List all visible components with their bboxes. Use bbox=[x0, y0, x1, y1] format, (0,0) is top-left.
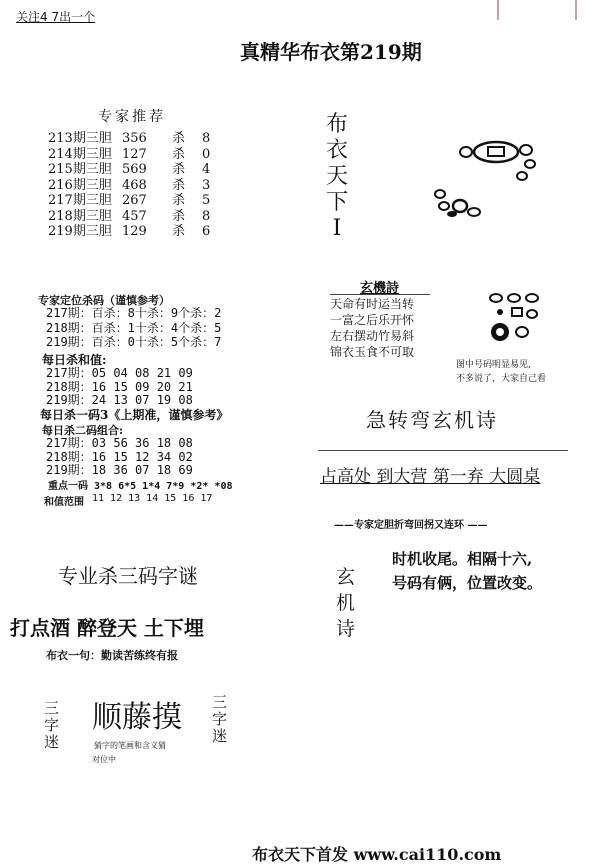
table-cell: 杀 bbox=[172, 193, 186, 208]
table-row: 219期：18 36 07 18 69 bbox=[46, 463, 193, 477]
table-cell: 127 bbox=[122, 146, 147, 162]
table-cell: 杀 bbox=[172, 146, 186, 162]
table-cell: 569 bbox=[122, 162, 147, 177]
poem-line: 天命有时运当转 bbox=[330, 297, 415, 311]
buyi-char: 衣 bbox=[326, 138, 349, 163]
divider bbox=[330, 294, 430, 295]
poem-line: 一富之后乐开怀 bbox=[330, 313, 415, 327]
table-cell: 218期三胆 bbox=[48, 208, 112, 224]
table-cell: 杀 bbox=[172, 162, 186, 177]
jizhuan-line: 占高处 到大营 第一弃 大圆桌 bbox=[320, 467, 541, 487]
daily-one-heading: 每日杀一码3《上期准，谨慎参考》 bbox=[40, 408, 229, 422]
table-cell: 8 bbox=[202, 208, 211, 224]
riddle-heading: 专业杀三码字谜 bbox=[58, 564, 198, 588]
table-cell: 129 bbox=[122, 224, 147, 239]
sum-range-label: 和值范围 bbox=[44, 497, 84, 508]
poem-caption-2: 不多说了，大家自己看 bbox=[456, 374, 547, 384]
table-cell: 213期三胆 bbox=[48, 131, 112, 146]
table-row: 218期：16 15 09 20 21 bbox=[46, 379, 193, 394]
table-cell: 8 bbox=[202, 131, 211, 146]
table-cell: 4 bbox=[202, 162, 211, 177]
riddle-right-char: 三 bbox=[212, 693, 228, 711]
table-cell: 杀 bbox=[172, 131, 186, 146]
expert-riddle-char: 诗 bbox=[336, 618, 356, 640]
table-cell: 6 bbox=[202, 224, 211, 239]
expert-riddle-line-1: 时机收尾。相隔十六, bbox=[392, 550, 533, 568]
riddle-line: 打点酒 醉登天 土下埋 bbox=[10, 616, 204, 640]
sum-range-values: 11 12 13 14 15 16 17 bbox=[92, 493, 213, 504]
table-cell: 267 bbox=[122, 193, 147, 208]
table-cell: 217期三胆 bbox=[48, 193, 112, 208]
buyi-char: 布 bbox=[326, 112, 349, 137]
buyi-char: 下 bbox=[326, 190, 349, 215]
riddle-note-1: 猜字的笔画和含义猜 bbox=[94, 741, 166, 750]
corner-mark bbox=[575, 0, 577, 20]
position-kill-heading: 专家定位杀码（谨慎参考） bbox=[38, 294, 170, 307]
table-cell: 356 bbox=[122, 131, 147, 146]
table-cell: 468 bbox=[122, 177, 147, 193]
expert-riddle-char: 玄 bbox=[336, 566, 356, 588]
table-cell: 杀 bbox=[172, 208, 186, 224]
xuanji-heading: 玄機詩 bbox=[360, 281, 400, 296]
table-cell: 5 bbox=[202, 193, 211, 208]
table-cell: 3 bbox=[202, 177, 211, 193]
table-cell: 0 bbox=[202, 146, 211, 162]
riddle-saying: 布衣一句：勤读苦练终有报 bbox=[46, 649, 178, 662]
top-note: 关注4 7出一个 bbox=[16, 10, 96, 24]
riddle-left-char: 字 bbox=[44, 716, 60, 734]
buyi-char: 天 bbox=[326, 164, 349, 189]
riddle-right-char: 字 bbox=[212, 710, 228, 728]
table-row: 218期：百杀：1十杀：4个杀：5 bbox=[46, 320, 222, 335]
buyi-roman: I bbox=[332, 216, 342, 241]
table-row: 217期：百杀：8十杀：9个杀：2 bbox=[46, 306, 222, 320]
daily-sum-heading: 每日杀和值: bbox=[42, 353, 107, 367]
puzzle-drawing bbox=[418, 128, 558, 228]
corner-mark bbox=[497, 0, 499, 20]
buyi-vertical bbox=[326, 112, 348, 242]
riddle-right-vertical bbox=[212, 694, 227, 745]
poem-drawing bbox=[486, 290, 546, 348]
table-cell: 215期三胆 bbox=[48, 162, 112, 177]
expert-riddle-banner: ——专家定胆折弯回拐又连环 —— bbox=[334, 520, 488, 531]
daily-two-heading: 每日杀二码组合: bbox=[42, 424, 124, 437]
table-row: 217期：05 04 08 21 09 bbox=[46, 366, 193, 380]
riddle-note-2: 对位中 bbox=[92, 755, 116, 764]
poem-caption-1: 图中号码明显易见, bbox=[456, 360, 531, 370]
poem-line: 锦衣玉食不可取 bbox=[330, 345, 415, 359]
table-cell: 216期三胆 bbox=[48, 177, 112, 193]
table-row: 219期：24 13 07 19 08 bbox=[46, 393, 193, 407]
table-row: 218期：16 15 12 34 02 bbox=[46, 449, 193, 464]
riddle-left-char: 迷 bbox=[44, 733, 60, 751]
footer-text: 布衣天下首发 www.cai110.com bbox=[252, 845, 502, 864]
table-cell: 杀 bbox=[172, 224, 186, 239]
riddle-left-vertical bbox=[44, 700, 59, 751]
riddle-big-text: 顺藤摸 bbox=[92, 700, 182, 735]
page-title: 真精华布衣第219期 bbox=[240, 40, 422, 64]
jizhuan-heading: 急转弯玄机诗 bbox=[366, 408, 498, 432]
poem-line: 左右摆动竹易斜 bbox=[330, 329, 415, 343]
riddle-right-char: 迷 bbox=[212, 727, 228, 745]
table-row: 217期：03 56 36 18 08 bbox=[46, 436, 193, 450]
table-cell: 214期三胆 bbox=[48, 146, 112, 162]
expert-riddle-line-2: 号码有俩，位置改变。 bbox=[392, 574, 543, 592]
focus-line: 重点一码 3*8 6*5 1*4 7*9 *2* *08 bbox=[48, 481, 233, 492]
table-cell: 219期三胆 bbox=[48, 224, 112, 239]
xuanji-lines bbox=[330, 296, 414, 360]
expert-heading: 专家推荐 bbox=[98, 109, 166, 125]
table-cell: 杀 bbox=[172, 177, 186, 193]
expert-riddle-char: 机 bbox=[336, 592, 356, 614]
table-row: 219期：百杀：0十杀：5个杀：7 bbox=[46, 335, 222, 349]
table-cell: 457 bbox=[122, 208, 147, 224]
divider bbox=[318, 450, 568, 451]
riddle-left-char: 三 bbox=[44, 699, 60, 717]
expert-riddle-vertical bbox=[336, 564, 355, 642]
